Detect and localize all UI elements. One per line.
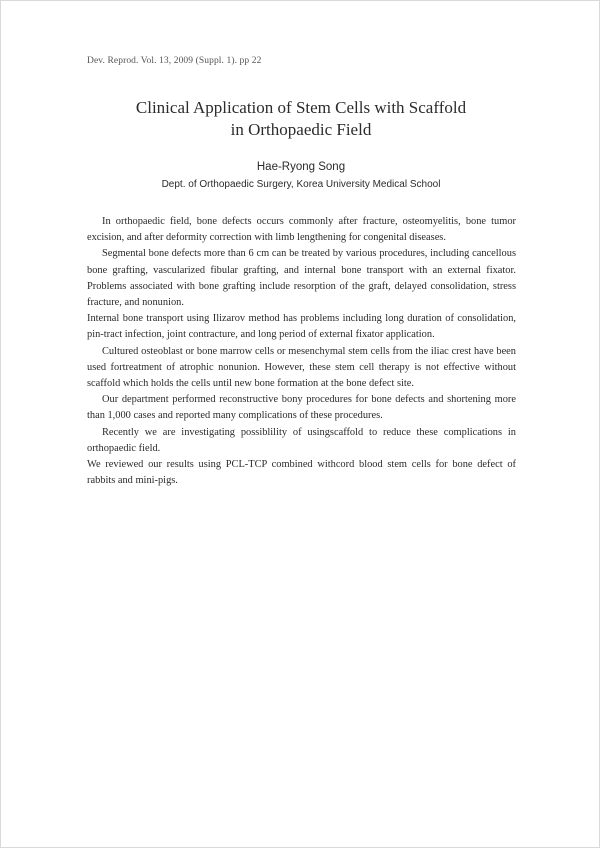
journal-reference: Dev. Reprod. Vol. 13, 2009 (Suppl. 1). pp 22	[87, 56, 262, 66]
body-paragraph: Our department performed reconstructive bony procedures for bone defects and shortening more than 1,000 cases and reported many complications of these procedures.	[87, 394, 516, 422]
body-paragraph: Internal bone transport using Ilizarov method has problems including long duration of consolidation, pin-tract infection, joint contracture, and long period of external fixator application.	[87, 313, 516, 341]
body-paragraph: Cultured osteoblast or bone marrow cells or mesenchymal stem cells from the iliac crest have been used fortreatment of atrophic nonunion. However, these stem cell therapy is not effective without scaffold which holds the cells until new bone formation at the bone defect site.	[87, 345, 516, 390]
body-paragraph: Segmental bone defects more than 6 cm can be treated by various procedures, including cancellous bone grafting, vascularized fibular grafting, and internal bone transport with an external fixator. Problems associated with bone grafting include resorption of the graft, delayed consolidation, stress fracture, and nonunion.	[87, 248, 516, 309]
body-paragraph: Recently we are investigating possiblility of usingscaffold to reduce these complications in orthopaedic field.	[87, 426, 516, 454]
body-paragraph: In orthopaedic field, bone defects occurs commonly after fracture, osteomyelitis, bone tumor excision, and after deformity correction with limb lengthening for congenital diseases.	[87, 216, 516, 244]
paper-title	[61, 97, 541, 141]
paper-title-line-1: Clinical Application of Stem Cells with Scaffold	[135, 98, 467, 117]
body-paragraph: We reviewed our results using PCL-TCP combined withcord blood stem cells for bone defect of rabbits and mini-pigs.	[87, 459, 516, 487]
paper-title-line-2: in Orthopaedic Field	[230, 120, 372, 139]
abstract-body	[87, 214, 516, 489]
author-affiliation: Dept. of Orthopaedic Surgery, Korea University Medical School	[161, 179, 441, 190]
author-name: Hae-Ryong Song	[256, 161, 346, 173]
